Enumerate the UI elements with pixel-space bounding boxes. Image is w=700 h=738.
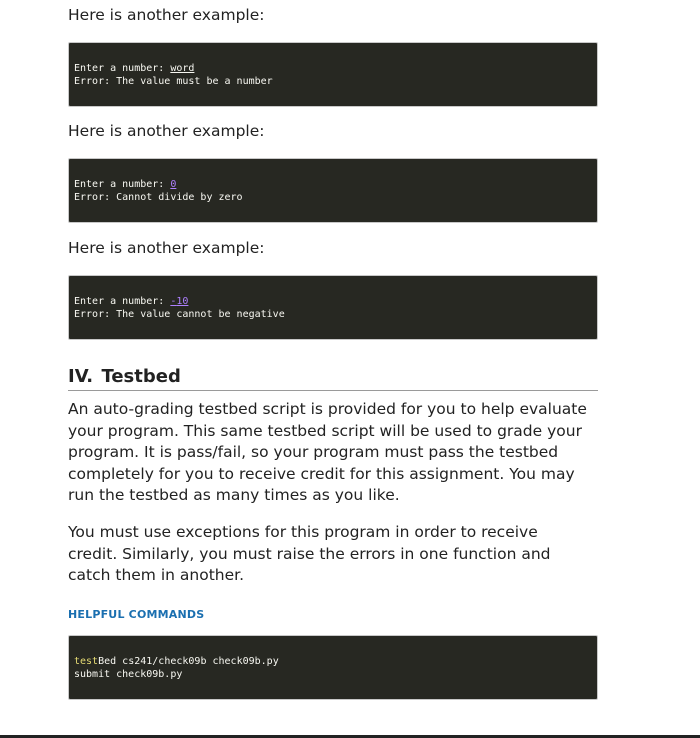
code-input-prefix: - bbox=[170, 296, 177, 307]
command-submit: submit check09b.py bbox=[74, 669, 183, 681]
paragraph-testbed: An auto-grading testbed script is provided for you to help evaluate your program. This same testbed script will be used to grade your program. It is pass/fail, so your program must pass the testbed completely for you to receive credit for this assignment. You may run the testbed as many times as you like. bbox=[68, 400, 587, 504]
code-block-example-2 bbox=[68, 158, 598, 223]
code-prompt: Enter a number: bbox=[74, 179, 171, 190]
code-input: 0 bbox=[170, 179, 177, 190]
code-input: 10 bbox=[176, 296, 189, 307]
example-intro: Here is another example: bbox=[68, 6, 265, 24]
example-intro: Here is another example: bbox=[68, 239, 265, 257]
helpful-commands-heading: HELPFUL COMMANDS bbox=[68, 608, 205, 621]
code-input: word bbox=[170, 63, 195, 74]
code-block-example-3 bbox=[68, 275, 598, 340]
code-output: Error: Cannot divide by zero bbox=[74, 192, 243, 204]
example-intro: Here is another example: bbox=[68, 122, 265, 140]
section-heading bbox=[68, 366, 598, 391]
code-output: Error: The value must be a number bbox=[74, 76, 273, 88]
code-block-example-1 bbox=[68, 42, 598, 107]
command-testbed: Bed cs241/check09b check09b.py bbox=[98, 656, 279, 667]
code-prompt: Enter a number: bbox=[74, 296, 171, 307]
code-block-commands bbox=[68, 635, 598, 700]
paragraph-exceptions: You must use exceptions for this program in order to receive credit. Similarly, you must raise the errors in one function and catch them in another. bbox=[68, 523, 551, 584]
command-keyword: test bbox=[74, 656, 99, 667]
section-title: Testbed bbox=[101, 366, 181, 387]
section-number: IV. bbox=[68, 366, 94, 387]
code-output: Error: The value cannot be negative bbox=[74, 309, 285, 321]
code-prompt: Enter a number: bbox=[74, 63, 171, 74]
